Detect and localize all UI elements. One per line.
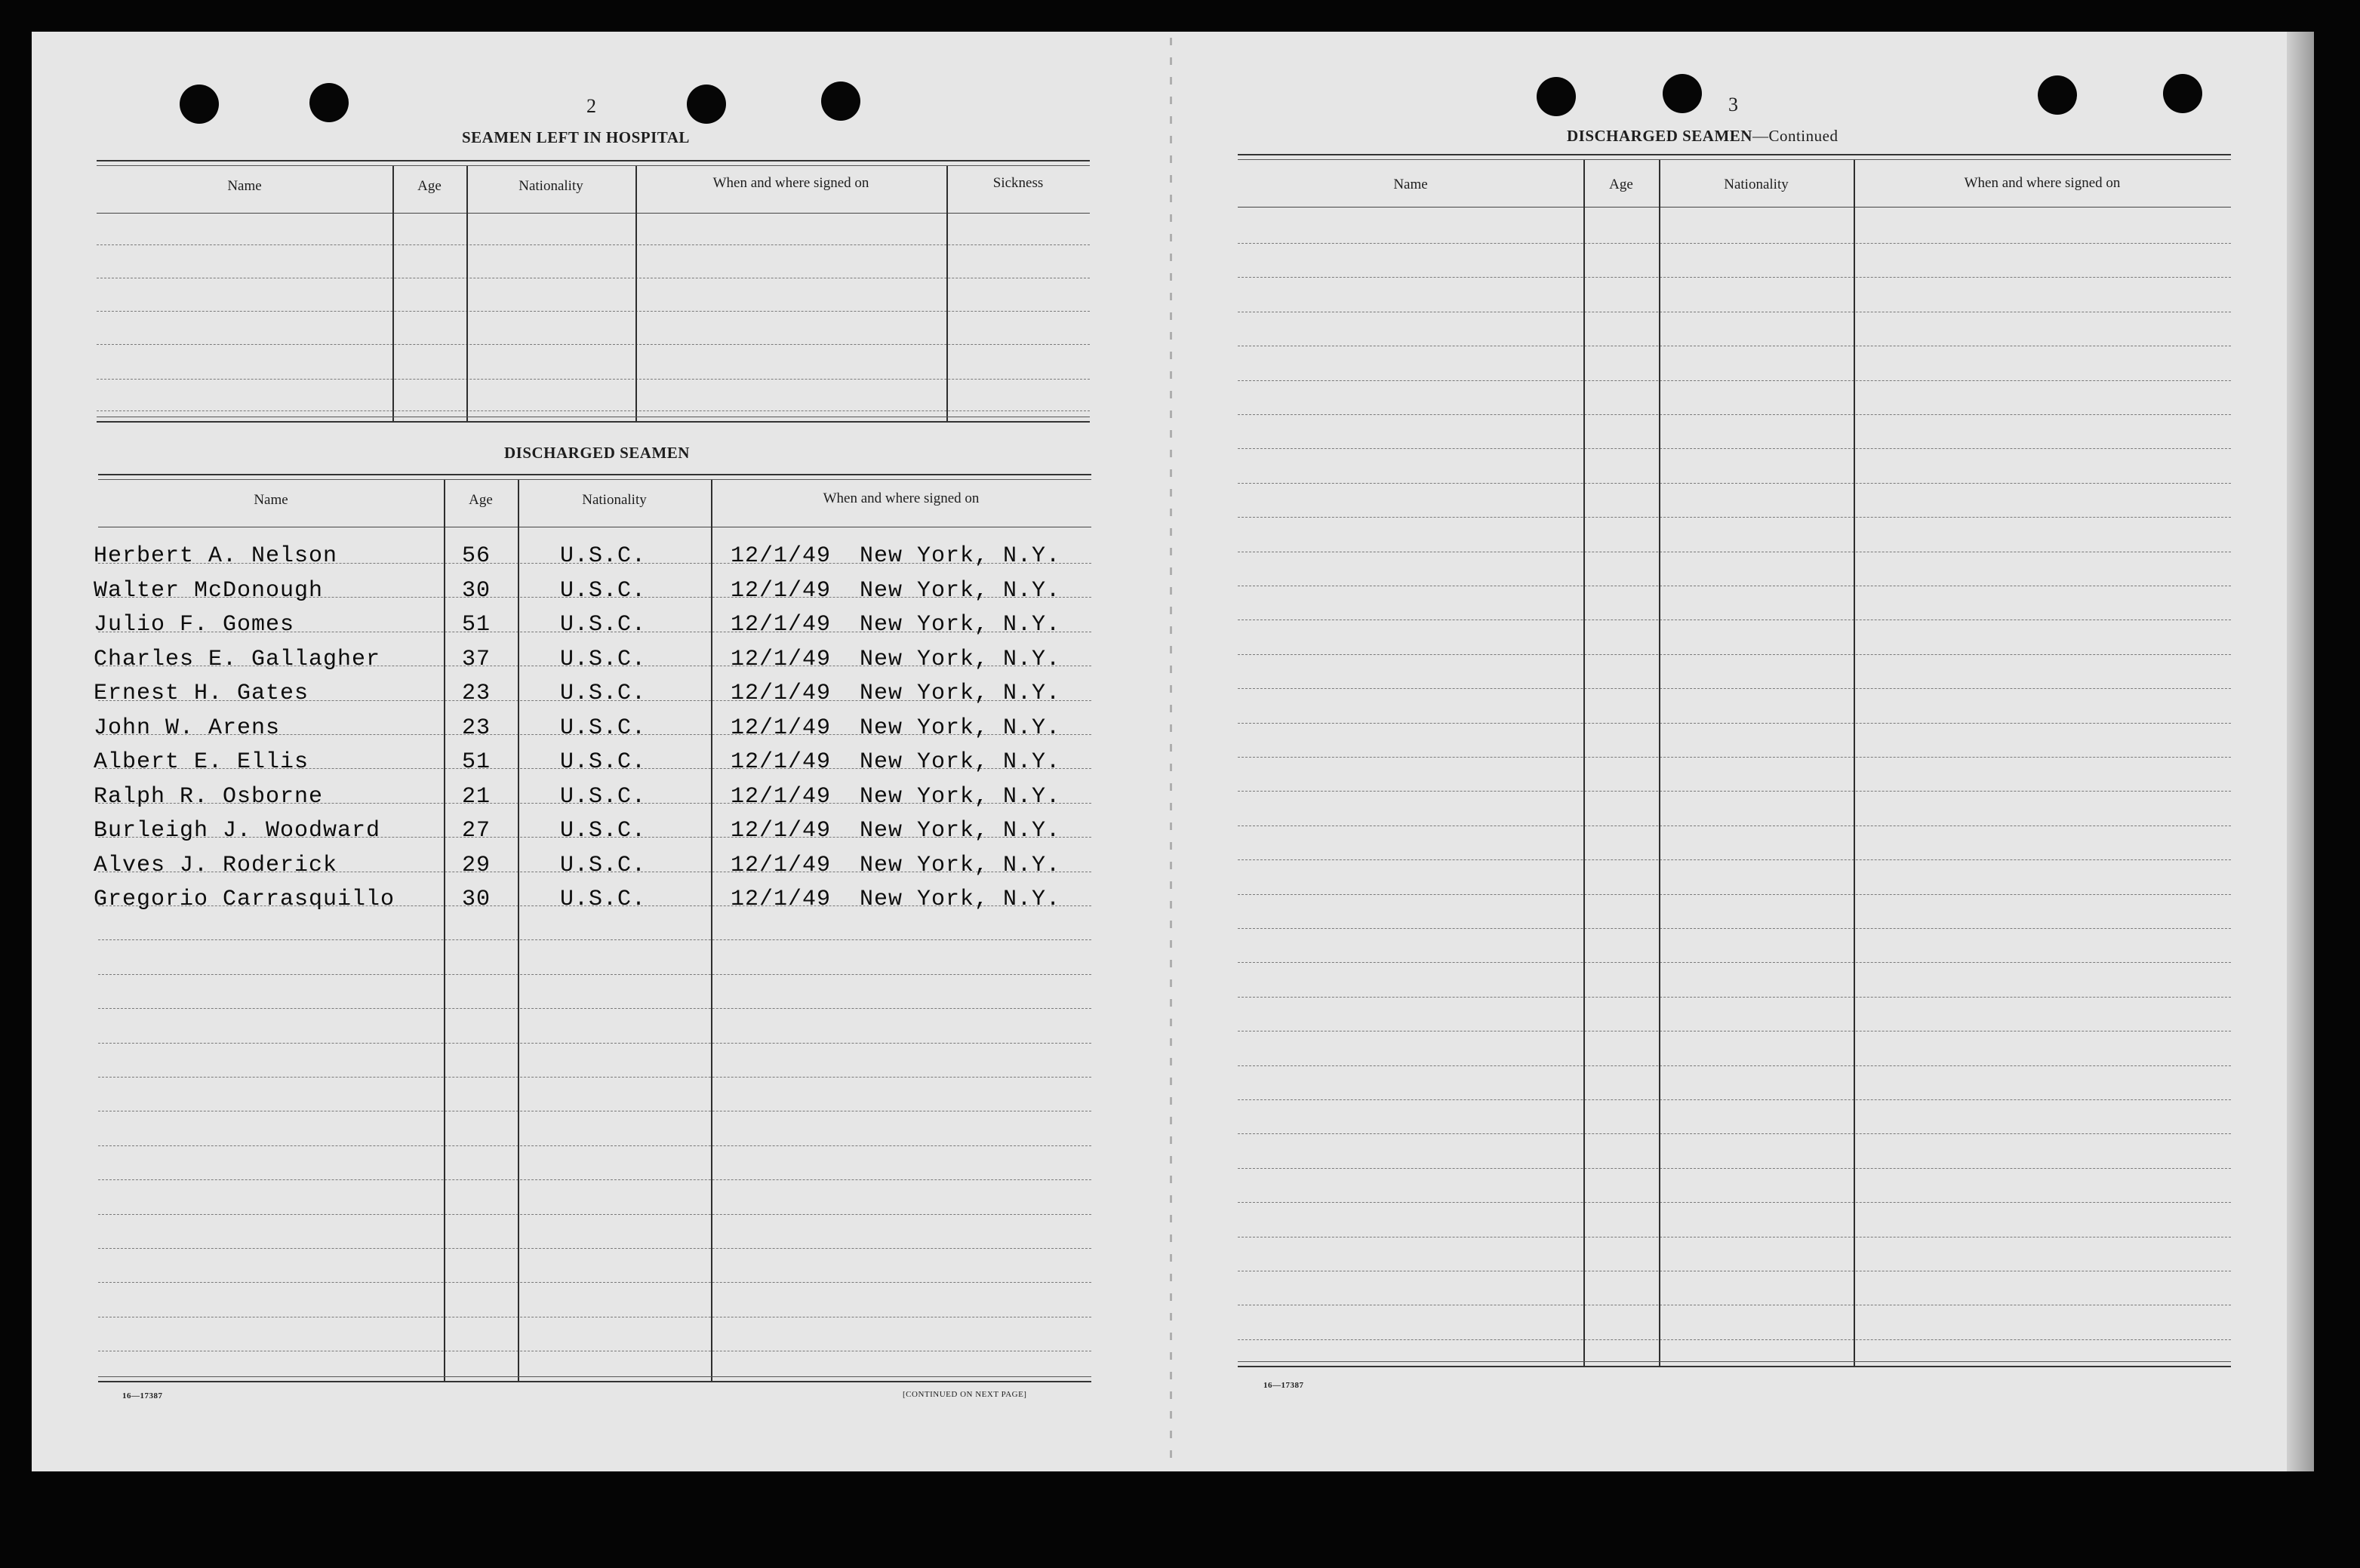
seaman-signed-on: 12/1/49 New York, N.Y.: [731, 749, 1061, 775]
table-row: [94, 850, 1091, 878]
seaman-signed-on: 12/1/49 New York, N.Y.: [731, 715, 1061, 741]
seaman-age: 23: [462, 715, 491, 741]
table-row: [94, 884, 1091, 912]
seaman-signed-on: 12/1/49 New York, N.Y.: [731, 818, 1061, 844]
discharged-section-title: DISCHARGED SEAMEN: [504, 444, 690, 462]
seaman-nationality: U.S.C.: [560, 749, 647, 775]
ruled-line: [98, 1179, 1091, 1180]
seaman-signed-on: 12/1/49 New York, N.Y.: [731, 681, 1061, 706]
right-section-title: [1567, 127, 1838, 146]
discharged-table: [94, 474, 1091, 1387]
col-header-age: Age: [417, 178, 442, 194]
col-header-age: Age: [469, 492, 493, 508]
seaman-signed-on: 12/1/49 New York, N.Y.: [731, 783, 1061, 810]
seaman-age: 30: [462, 577, 491, 604]
ruled-line: [1238, 894, 2231, 895]
ruled-line: [1238, 517, 2231, 518]
table-row: [94, 746, 1091, 775]
table-row: [94, 712, 1091, 741]
seaman-signed-on: 12/1/49 New York, N.Y.: [731, 887, 1061, 912]
ruled-line: [98, 1248, 1091, 1249]
discharged-continued-table: [1238, 154, 2231, 1373]
seaman-age: 23: [462, 681, 491, 706]
col-header-signed-on: When and where signed on: [1964, 175, 2121, 191]
seaman-name: Walter McDonough: [94, 577, 324, 604]
ruled-line: [1238, 1099, 2231, 1100]
table-row: [94, 781, 1091, 810]
table-row: [94, 815, 1091, 844]
col-header-nationality: Nationality: [518, 178, 583, 194]
ruled-line: [98, 1214, 1091, 1215]
table-row: [94, 575, 1091, 604]
ruled-line: [1238, 928, 2231, 929]
col-header-signed-on: When and where signed on: [823, 490, 980, 506]
seaman-name: John W. Arens: [94, 715, 281, 741]
form-number-left: 16—17387: [122, 1391, 163, 1400]
seaman-name: Alves J. Roderick: [94, 852, 338, 878]
punch-hole: [1663, 74, 1702, 113]
seaman-name: Gregorio Carrasquillo: [94, 887, 395, 912]
punch-hole: [2163, 74, 2202, 113]
seaman-age: 37: [462, 646, 491, 672]
seaman-name: Ernest H. Gates: [94, 681, 309, 706]
form-number-right: 16—17387: [1263, 1381, 1304, 1390]
seaman-nationality: U.S.C.: [560, 681, 647, 706]
seaman-signed-on: 12/1/49 New York, N.Y.: [731, 577, 1061, 604]
col-header-name: Name: [1393, 177, 1428, 192]
seaman-nationality: U.S.C.: [560, 646, 647, 672]
col-header-name: Name: [254, 492, 288, 508]
page-number-right: 3: [1728, 94, 1738, 115]
seaman-nationality: U.S.C.: [560, 612, 647, 638]
seaman-age: 51: [462, 749, 491, 775]
hospital-table: [97, 160, 1090, 424]
page-edge-shadow: [2287, 32, 2314, 1471]
seaman-signed-on: 12/1/49 New York, N.Y.: [731, 612, 1061, 638]
seaman-age: 51: [462, 612, 491, 638]
seaman-nationality: U.S.C.: [560, 543, 647, 569]
col-header-nationality: Nationality: [582, 492, 647, 508]
seaman-age: 27: [462, 818, 491, 844]
punch-hole: [1537, 77, 1576, 116]
ruled-line: [98, 1282, 1091, 1283]
punch-hole: [180, 85, 219, 124]
col-header-sickness: Sickness: [992, 175, 1044, 191]
ruled-line: [1238, 448, 2231, 449]
seaman-age: 29: [462, 852, 491, 878]
table-row: [94, 678, 1091, 706]
seaman-age: 30: [462, 887, 491, 912]
ruled-line: [1238, 1168, 2231, 1169]
ruled-line: [98, 939, 1091, 940]
ruled-line: [98, 974, 1091, 975]
seaman-signed-on: 12/1/49 New York, N.Y.: [731, 646, 1061, 672]
seaman-nationality: U.S.C.: [560, 577, 647, 604]
seaman-name: Ralph R. Osborne: [94, 783, 324, 810]
seaman-nationality: U.S.C.: [560, 887, 647, 912]
punch-hole: [821, 81, 860, 121]
right-section-title-main: DISCHARGED SEAMEN: [1567, 127, 1752, 145]
col-header-nationality: Nationality: [1724, 177, 1789, 192]
ruled-line: [1238, 757, 2231, 758]
col-header-age: Age: [1609, 177, 1633, 192]
seaman-name: Albert E. Ellis: [94, 749, 309, 775]
right-section-title-suffix: —Continued: [1752, 127, 1838, 145]
ruled-line: [98, 1077, 1091, 1078]
ruled-line: [1238, 859, 2231, 860]
ruled-line: [1238, 1202, 2231, 1203]
seaman-nationality: U.S.C.: [560, 818, 647, 844]
seaman-signed-on: 12/1/49 New York, N.Y.: [731, 543, 1061, 569]
ruled-line: [1238, 654, 2231, 655]
seaman-age: 21: [462, 783, 491, 810]
ruled-line: [1238, 688, 2231, 689]
ruled-line: [1238, 243, 2231, 244]
ruled-line: [1238, 483, 2231, 484]
seaman-nationality: U.S.C.: [560, 783, 647, 810]
table-row: [94, 609, 1091, 638]
col-header-signed-on: When and where signed on: [712, 175, 869, 191]
page-number-left: 2: [586, 95, 596, 117]
punch-hole: [687, 85, 726, 124]
seaman-name: Herbert A. Nelson: [94, 543, 338, 569]
hospital-section-title: SEAMEN LEFT IN HOSPITAL: [462, 128, 690, 146]
ruled-line: [1238, 1339, 2231, 1340]
ruled-line: [1238, 997, 2231, 998]
ruled-line: [98, 1008, 1091, 1009]
continued-note: [CONTINUED ON NEXT PAGE]: [903, 1390, 1027, 1399]
seaman-name: Charles E. Gallagher: [94, 646, 381, 672]
ruled-line: [1238, 791, 2231, 792]
punch-hole: [2038, 75, 2077, 115]
ruled-line: [1238, 723, 2231, 724]
seaman-nationality: U.S.C.: [560, 715, 647, 741]
table-row: [94, 644, 1091, 672]
seaman-age: 56: [462, 543, 491, 569]
col-header-name: Name: [227, 178, 262, 194]
ruled-line: [1238, 414, 2231, 415]
seaman-signed-on: 12/1/49 New York, N.Y.: [731, 852, 1061, 878]
punch-hole: [309, 83, 349, 122]
ruled-line: [1238, 380, 2231, 381]
ruled-line: [1238, 1133, 2231, 1134]
seaman-nationality: U.S.C.: [560, 852, 647, 878]
center-fold: [1170, 38, 1172, 1464]
table-row: [94, 540, 1091, 569]
ruled-line: [1238, 962, 2231, 963]
ruled-line: [98, 1043, 1091, 1044]
seaman-name: Burleigh J. Woodward: [94, 818, 381, 844]
seaman-name: Julio F. Gomes: [94, 612, 295, 638]
ruled-line: [98, 1145, 1091, 1146]
ruled-line: [1238, 277, 2231, 278]
ruled-line: [1238, 1065, 2231, 1066]
